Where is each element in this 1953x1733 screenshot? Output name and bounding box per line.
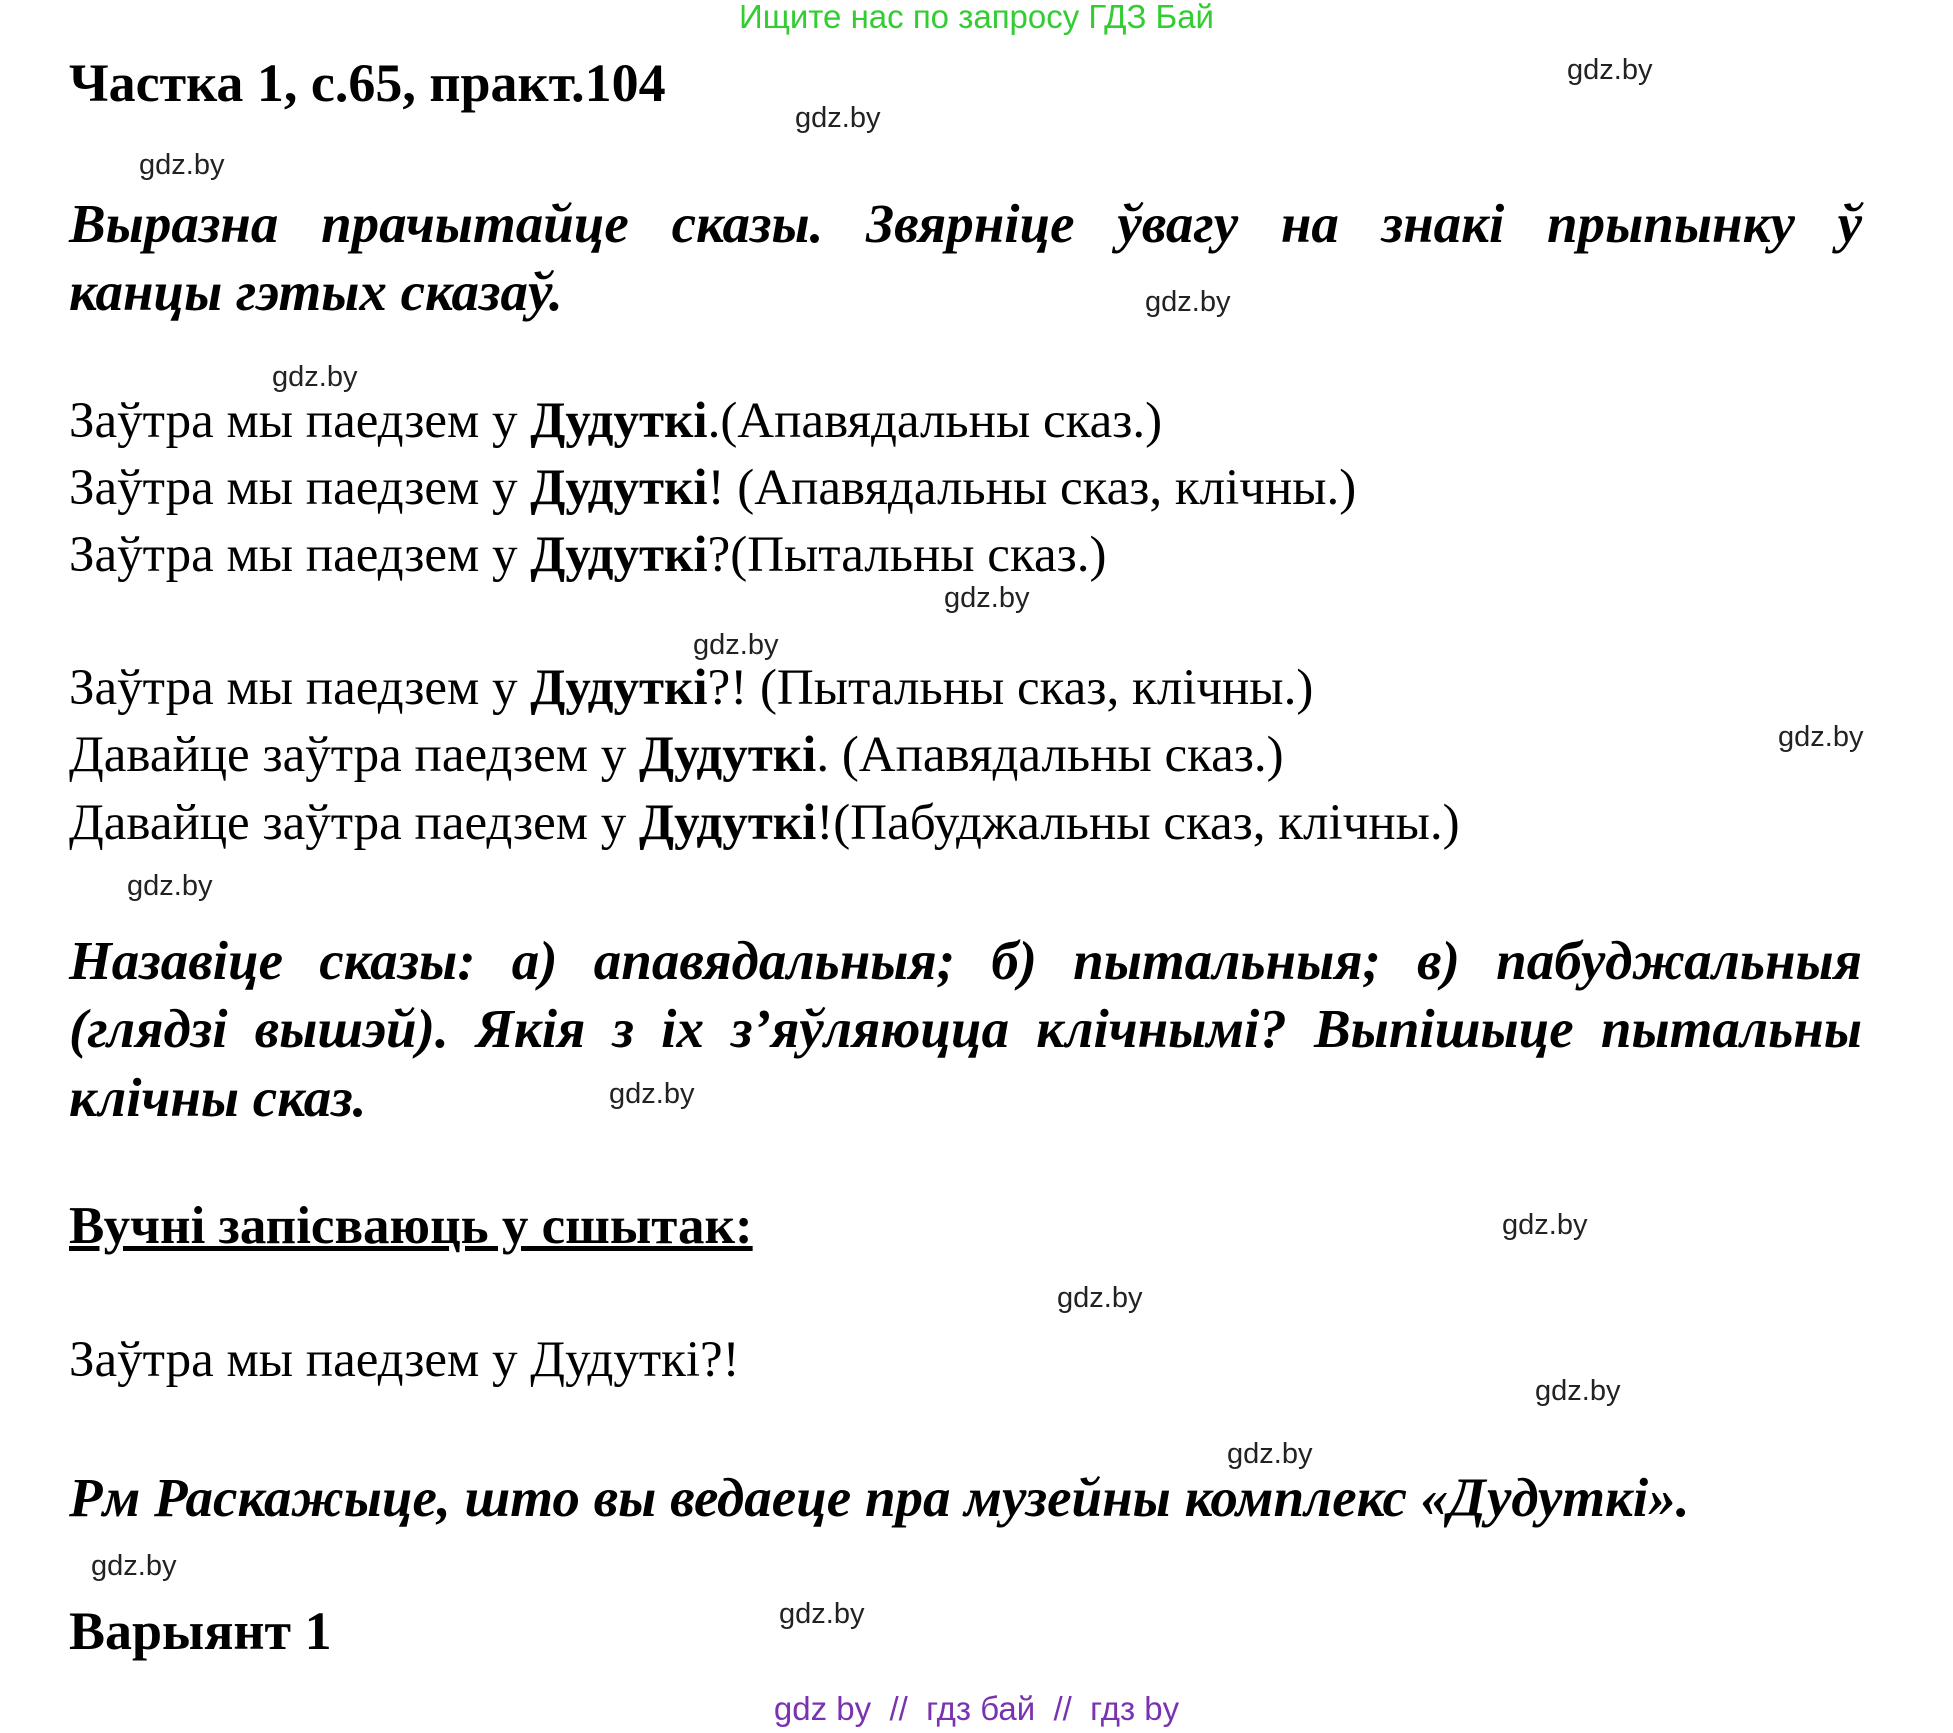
task-instruction-line: Выразна прачытайце сказы. Звярніце ўвагу на знакі прыпынку ў	[69, 193, 1862, 254]
sentence-line: Давайце заўтра паедзем у Дудуткі. (Апавядальны сказ.)	[69, 727, 1284, 783]
watermark: gdz.by	[127, 870, 213, 902]
page-title: Частка 1, с.65, практ.104	[69, 53, 666, 113]
watermark: gdz.by	[1145, 286, 1231, 318]
watermark: gdz.by	[1567, 54, 1653, 86]
watermark: gdz.by	[272, 361, 358, 393]
task-instruction-line: Назавіце сказы: а) апавядальныя; б) пытальныя; в) пабуджальныя	[69, 930, 1862, 991]
watermark: gdz.by	[139, 149, 225, 181]
watermark: gdz.by	[795, 102, 881, 134]
watermark: gdz.by	[1502, 1209, 1588, 1241]
notebook-answer: Заўтра мы паедзем у Дудуткі?!	[69, 1332, 740, 1388]
task-instruction-line: (глядзі вышэй). Якія з іх з’яўляюцца клічнымі? Выпішыце пытальны	[69, 998, 1862, 1059]
watermark: gdz.by	[693, 629, 779, 661]
watermark: gdz.by	[1227, 1438, 1313, 1470]
sentence-line: Заўтра мы паедзем у Дудуткі! (Апавядальны сказ, клічны.)	[69, 460, 1357, 516]
sentence-line: Заўтра мы паедзем у Дудуткі.(Апавядальны сказ.)	[69, 393, 1163, 449]
watermark: gdz.by	[779, 1598, 865, 1630]
task-instruction-line: клічны сказ.	[69, 1067, 367, 1128]
notebook-heading: Вучні запісваюць у сшытак:	[69, 1197, 753, 1255]
speech-task: Рм Раскажыце, што вы ведаеце пра музейны комплекс «Дудуткі».	[69, 1467, 1690, 1528]
sentence-line: Заўтра мы паедзем у Дудуткі?(Пытальны сказ.)	[69, 527, 1107, 583]
watermark: gdz.by	[91, 1550, 177, 1582]
sentence-line: Заўтра мы паедзем у Дудуткі?! (Пытальны сказ, клічны.)	[69, 660, 1314, 716]
watermark: gdz.by	[1778, 721, 1864, 753]
task-instruction-line: канцы гэтых сказаў.	[69, 261, 563, 322]
search-banner: Ищите нас по запросу ГДЗ Бай	[739, 0, 1214, 35]
sentence-line: Давайце заўтра паедзем у Дудуткі!(Пабуджальны сказ, клічны.)	[69, 795, 1460, 851]
footer-links: gdz by // гдз бай // гдз by	[773, 1690, 1180, 1727]
watermark: gdz.by	[944, 582, 1030, 614]
watermark: gdz.by	[609, 1078, 695, 1110]
variant-heading: Варыянт 1	[69, 1601, 332, 1661]
watermark: gdz.by	[1535, 1375, 1621, 1407]
watermark: gdz.by	[1057, 1282, 1143, 1314]
